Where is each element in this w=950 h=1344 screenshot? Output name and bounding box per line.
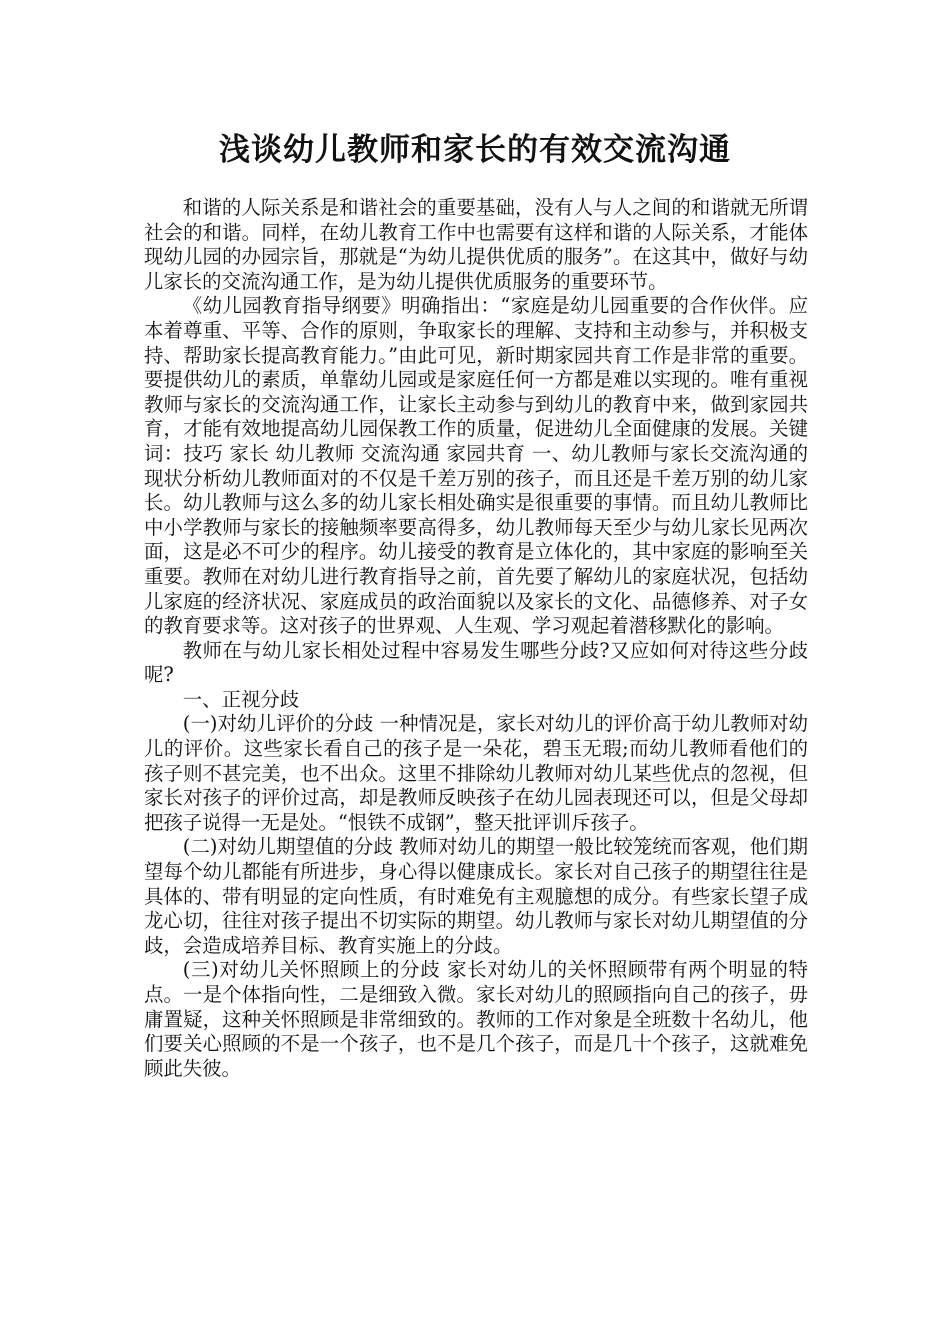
paragraph-intro: 和谐的人际关系是和谐社会的重要基础，没有人与人之间的和谐就无所谓社会的和谐。同样，在幼儿教育工作中也需要有这样和谐的人际关系，才能体现幼儿园的办园宗旨，那就是“为幼儿提供优质的服务”。在这其中，做好与幼儿家长的交流沟通工作，是为幼儿提供优质服务的重要环节。 — [144, 196, 808, 293]
paragraph-expectation: (二)对幼儿期望值的分歧 教师对幼儿的期望一般比较笼统而客观，他们期望每个幼儿都能有所进步，身心得以健康成长。家长对自己孩子的期望往往是具体的、带有明显的定向性质，有时难免有主观臆想的成分。有些家长望子成龙心切，往往对孩子提出不切实际的期望。幼儿教师与家长对幼儿期望值的分歧，会造成培养目标、教育实施上的分歧。 — [144, 835, 808, 957]
page-title: 浅谈幼儿教师和家长的有效交流沟通 — [219, 132, 731, 168]
paragraph-question: 教师在与幼儿家长相处过程中容易发生哪些分歧?又应如何对待这些分歧呢? — [144, 638, 808, 687]
document-body — [144, 196, 808, 1081]
section-heading-1: 一、正视分歧 — [182, 687, 300, 711]
paragraph-care: (三)对幼儿关怀照顾上的分歧 家长对幼儿的关怀照顾带有两个明显的特点。一是个体指向性，二是细致入微。家长对幼儿的照顾指向自己的孩子，毋庸置疑，这种关怀照顾是非常细致的。教师的工作对象是全班数十名幼儿，他们要关心照顾的不是一个孩子，也不是几个孩子，而是几十个孩子，这就难免顾此失彼。 — [144, 958, 808, 1080]
paragraph-guideline: 《幼儿园教育指导纲要》明确指出：“家庭是幼儿园重要的合作伙伴。应本着尊重、平等、合作的原则，争取家长的理解、支持和主动参与，并积极支持、帮助家长提高教育能力。”由此可见，新时期家园共育工作是非常的重要。要提供幼儿的素质，单靠幼儿园或是家庭任何一方都是难以实现的。唯有重视教师与家长的交流沟通工作，让家长主动参与到幼儿的教育中来，做到家园共育，才能有效地提高幼儿园保教工作的质量，促进幼儿全面健康的发展。关键词：技巧 家长 幼儿教师 交流沟通 家园共育 一、幼儿教师与家长交流沟通的现状分析幼儿教师面对的不仅是千差万别的孩子，而且还是千差万别的幼儿家长。幼儿教师与这么多的幼儿家长相处确实是很重要的事情。而且幼儿教师比中小学教师与家长的接触频率要高得多，幼儿教师每天至少与幼儿家长见两次面，这是必不可少的程序。幼儿接受的教育是立体化的，其中家庭的影响至关重要。教师在对幼儿进行教育指导之前，首先要了解幼儿的家庭状况，包括幼儿家庭的经济状况、家庭成员的政治面貌以及家长的文化、品德修养、对子女的教育要求等。这对孩子的世界观、人生观、学习观起着潜移默化的影响。 — [144, 294, 808, 638]
paragraph-evaluation: (一)对幼儿评价的分歧 一种情况是，家长对幼儿的评价高于幼儿教师对幼儿的评价。这些家长看自己的孩子是一朵花，碧玉无瑕;而幼儿教师看他们的孩子则不甚完美，也不出众。这里不排除幼儿教师对幼儿某些优点的忽视，但家长对孩子的评价过高，却是教师反映孩子在幼儿园表现还可以，但是父母却把孩子说得一无是处。“恨铁不成钢”，整天批评训斥孩子。 — [144, 712, 808, 834]
